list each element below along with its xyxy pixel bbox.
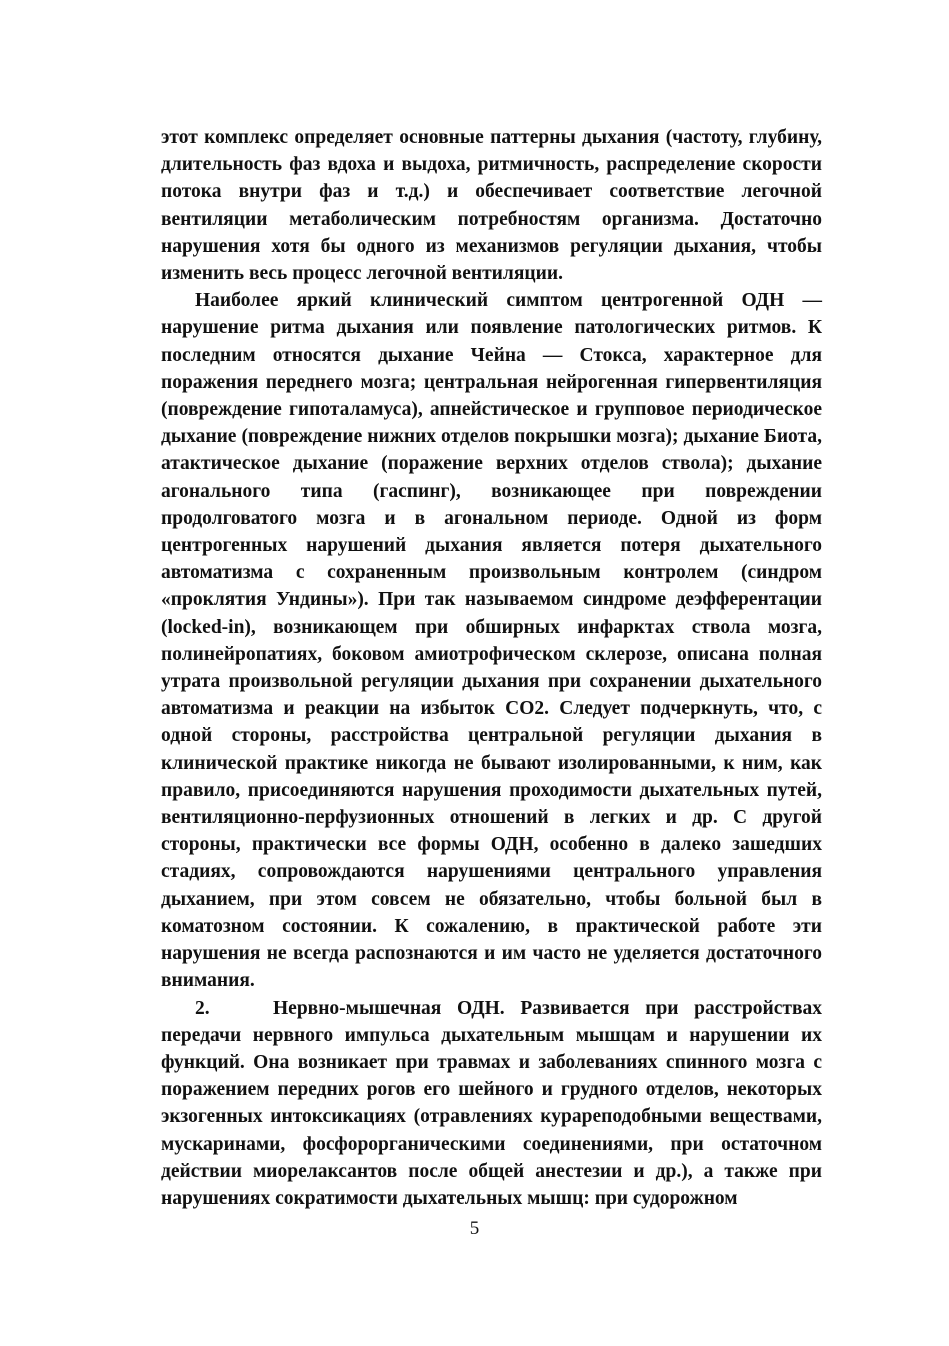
page-number: 5 bbox=[469, 1218, 480, 1239]
paragraph-continuation: этот комплекс определяет основные паттерны дыхания (частоту, глубину, длительность фаз вдоха и выдоха, ритмичность, распределение скорости потока внутри фаз и т.д.) и обеспечивает соответствие легочной вентиляции метаболическим потребностям организма. Достаточно нарушения хотя бы одного из механизмов регуляции дыхания, чтобы изменить весь процесс легочной вентиляции. bbox=[161, 127, 822, 285]
paragraph-neuromuscular-ondn bbox=[161, 995, 822, 1213]
list-number: 2. bbox=[195, 997, 210, 1019]
paragraph-central-ondn-symptoms: Наиболее яркий клинический симптом центрогенной ОДН — нарушение ритма дыхания или появление патологических ритмов. К последним относятся дыхание Чейна — Стокса, характерное для поражения переднего мозга; центральная нейрогенная гипервентиляция (повреждение гипоталамуса), апнейстическое и групповое периодическое дыхание (повреждение нижних отделов покрышки мозга); дыхание Биота, атактическое дыхание (поражение верхних отделов ствола); дыхание агонального типа (гаспинг), возникающее при повреждении продолговатого мозга и в агональном периоде. Одной из форм центрогенных нарушений дыхания является потеря дыхательного автоматизма с сохраненным произвольным контролем (синдром «проклятия Ундины»). При так называемом синдроме деэфферентации (locked-in), возникающем при обширных инфарктах ствола мозга, полинейропатиях, боковом амиотрофическом склерозе, описана полная утрата произвольной регуляции дыхания при сохранении дыхательного автоматизма и реакции на избыток СО2. Следует подчеркнуть, что, с одной стороны, расстройства центральной регуляции дыхания в клинической практике никогда не бывают изолированными, к ним, как правило, присоединяются нарушения проходимости дыхательных путей, вентиляционно-перфузионных отношений в легких и др. С другой стороны, практически все формы ОДН, особенно в далеко зашедших стадиях, сопровождаются нарушениями центрального управления дыханием, при этом совсем не обязательно, чтобы больной был в коматозном состоянии. К сожалению, в практической работе эти нарушения не всегда распознаются и им часто не уделяется достаточного внимания. bbox=[161, 290, 822, 992]
paragraph-neuromuscular-text: Нервно-мышечная ОДН. Развивается при расстройствах передачи нервного импульса дыхательным мышцам и нарушении их функций. Она возникает при травмах и заболеваниях спинного мозга с поражением передних рогов его шейного и грудного отделов, некоторых экзогенных интоксикациях (отравлениях курареподобными веществами, мускаринами, фосфорорганическими соединениями, при остаточном действии миорелаксантов после общей анестезии и др.), а также при нарушениях сократимости дыхательных мышц: при судорожном bbox=[161, 997, 822, 1209]
document-body bbox=[161, 124, 822, 1212]
